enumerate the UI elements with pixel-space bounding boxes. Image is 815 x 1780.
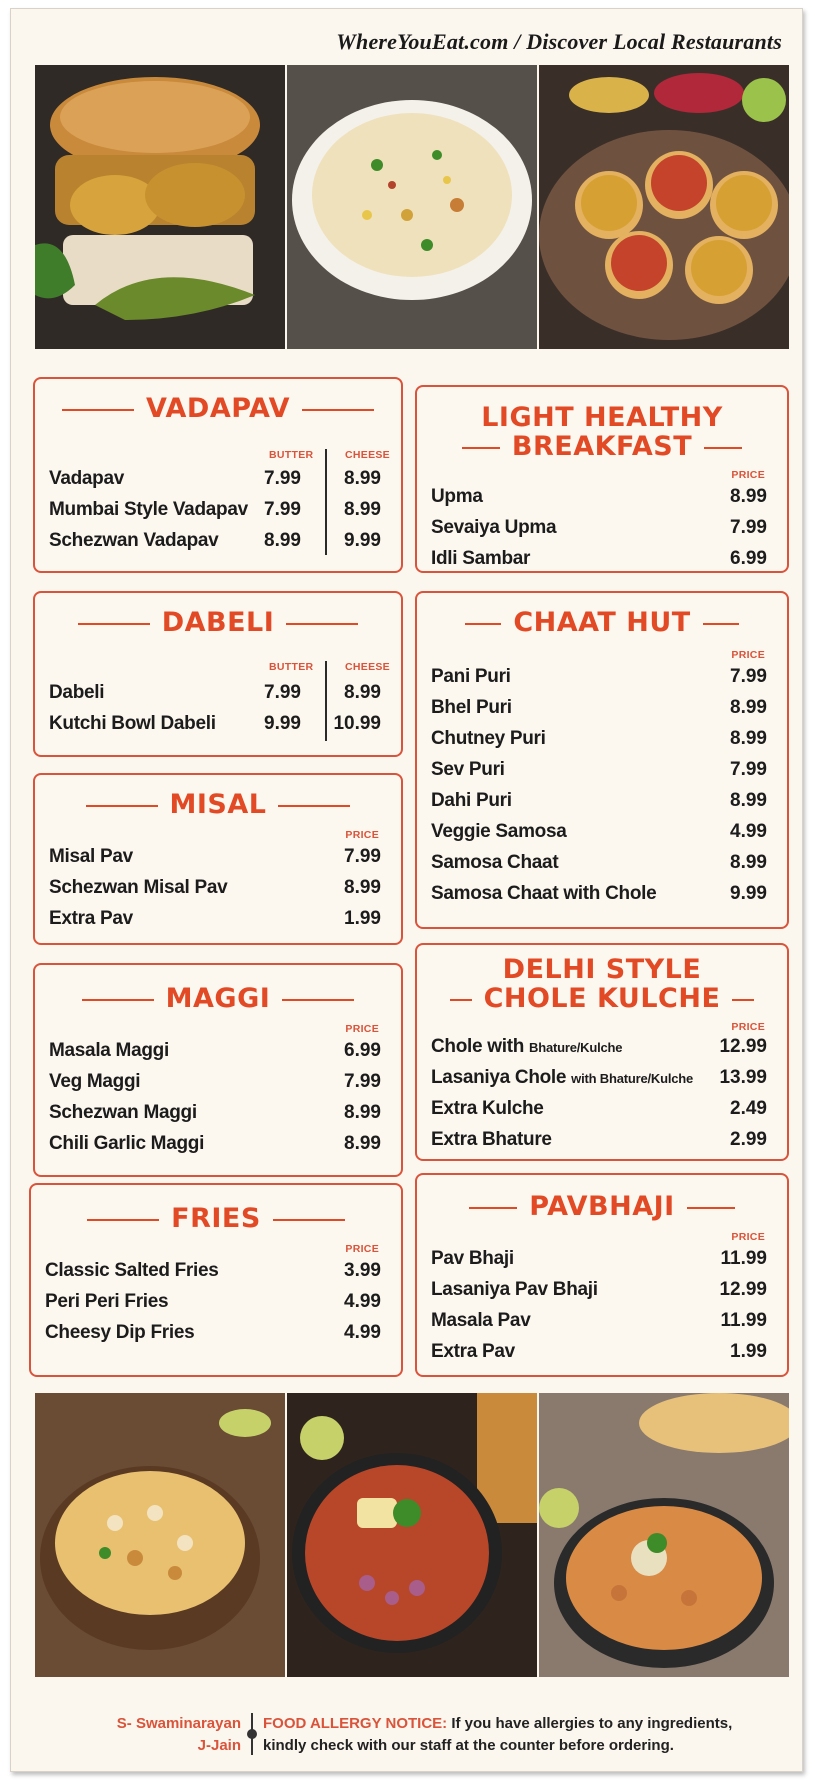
title-rule bbox=[273, 1219, 345, 1221]
item-name: Chili Garlic Maggi bbox=[49, 1132, 205, 1154]
chaat-title: CHAAT HUT bbox=[513, 607, 691, 638]
section-chole-kulche bbox=[415, 943, 789, 1161]
section-title bbox=[35, 983, 401, 1014]
item-price: 11.99 bbox=[720, 1309, 767, 1331]
list-item bbox=[431, 816, 773, 847]
sev-puri-photo bbox=[539, 65, 789, 349]
section-title bbox=[417, 403, 787, 461]
butter-column-header: BUTTER bbox=[269, 661, 314, 673]
allergy-notice-label: FOOD ALLERGY NOTICE: bbox=[263, 1715, 448, 1732]
butter-price: 8.99 bbox=[264, 529, 301, 551]
item-name: Schezwan Misal Pav bbox=[49, 876, 228, 898]
list-item bbox=[431, 847, 773, 878]
cheese-price: 8.99 bbox=[344, 467, 381, 489]
section-breakfast bbox=[415, 385, 789, 573]
title-rule bbox=[282, 999, 354, 1001]
list-item bbox=[45, 1255, 387, 1286]
section-fries bbox=[29, 1183, 403, 1377]
section-title bbox=[417, 955, 787, 1013]
list-item bbox=[45, 1286, 387, 1317]
item-name: Extra Bhature bbox=[431, 1128, 552, 1150]
list-item bbox=[49, 708, 387, 739]
item-price: 8.99 bbox=[730, 851, 767, 873]
title-rule bbox=[278, 805, 350, 807]
item-name: Masala Maggi bbox=[49, 1039, 169, 1061]
item-name-main: Lasaniya Chole bbox=[431, 1066, 567, 1088]
item-name: Extra Pav bbox=[431, 1340, 515, 1362]
cheese-price: 8.99 bbox=[344, 498, 381, 520]
kulche-title-line2: CHOLE KULCHE bbox=[483, 983, 721, 1014]
item-name: Samosa Chaat bbox=[431, 851, 559, 873]
item-price: 7.99 bbox=[730, 758, 767, 780]
cheese-column-header: CHEESE bbox=[345, 449, 390, 461]
item-name: Upma bbox=[431, 485, 483, 507]
list-item bbox=[431, 1062, 773, 1093]
price-column-header: PRICE bbox=[731, 1021, 765, 1033]
item-price: 8.99 bbox=[344, 1101, 381, 1123]
item-price: 12.99 bbox=[719, 1035, 767, 1057]
butter-column-header: BUTTER bbox=[269, 449, 314, 461]
item-name: Bhel Puri bbox=[431, 696, 512, 718]
item-price: 6.99 bbox=[730, 547, 767, 569]
list-item bbox=[431, 1124, 773, 1155]
section-chaat-hut bbox=[415, 591, 789, 929]
list-item bbox=[431, 481, 773, 512]
list-item bbox=[49, 872, 387, 903]
item-price: 8.99 bbox=[730, 696, 767, 718]
title-rule bbox=[469, 1207, 517, 1209]
list-item bbox=[431, 785, 773, 816]
cheese-price: 10.99 bbox=[333, 712, 381, 734]
list-item bbox=[431, 512, 773, 543]
list-item bbox=[49, 1066, 387, 1097]
list-item bbox=[431, 692, 773, 723]
item-name: Schezwan Vadapav bbox=[49, 529, 219, 551]
allergy-notice-line1: If you have allergies to any ingredients, bbox=[447, 1715, 733, 1732]
list-item bbox=[49, 841, 387, 872]
item-name-detail: with Bhature/Kulche bbox=[571, 1070, 694, 1086]
item-price: 4.99 bbox=[344, 1290, 381, 1312]
item-price: 11.99 bbox=[720, 1247, 767, 1269]
title-rule bbox=[62, 409, 134, 411]
item-price: 1.99 bbox=[344, 907, 381, 929]
bottom-photo-strip bbox=[35, 1393, 789, 1677]
cheese-price: 9.99 bbox=[344, 529, 381, 551]
item-name-main: Chole with bbox=[431, 1035, 525, 1057]
title-rule bbox=[82, 999, 154, 1001]
legend-divider-dot bbox=[247, 1729, 257, 1739]
list-item bbox=[49, 1097, 387, 1128]
vadapav-title: VADAPAV bbox=[145, 393, 291, 424]
title-rule bbox=[462, 447, 500, 449]
item-price: 7.99 bbox=[344, 1070, 381, 1092]
item-name: Samosa Chaat with Chole bbox=[431, 882, 657, 904]
site-header: WhereYouEat.com / Discover Local Restaurants bbox=[336, 29, 782, 54]
list-item bbox=[431, 661, 773, 692]
item-name: Pani Puri bbox=[431, 665, 511, 687]
section-maggi bbox=[33, 963, 403, 1177]
list-item bbox=[49, 525, 387, 556]
item-name: Peri Peri Fries bbox=[45, 1290, 169, 1312]
item-price: 1.99 bbox=[730, 1340, 767, 1362]
cheese-column-header: CHEESE bbox=[345, 661, 390, 673]
dabeli-title: DABELI bbox=[161, 607, 275, 638]
legend-jain: J-Jain bbox=[197, 1737, 241, 1754]
list-item bbox=[431, 1031, 773, 1062]
section-dabeli bbox=[33, 591, 403, 757]
title-rule bbox=[286, 623, 358, 625]
item-price: 8.99 bbox=[344, 876, 381, 898]
price-column-header: PRICE bbox=[731, 469, 765, 481]
item-price: 4.99 bbox=[344, 1321, 381, 1343]
section-pavbhaji bbox=[415, 1173, 789, 1377]
list-item bbox=[431, 1336, 773, 1367]
list-item bbox=[431, 878, 773, 909]
item-price: 4.99 bbox=[730, 820, 767, 842]
price-column-header: PRICE bbox=[731, 1231, 765, 1243]
item-price: 7.99 bbox=[730, 516, 767, 538]
item-name: Lasaniya Pav Bhaji bbox=[431, 1278, 598, 1300]
item-price: 6.99 bbox=[344, 1039, 381, 1061]
item-name: Pav Bhaji bbox=[431, 1247, 514, 1269]
misal-title: MISAL bbox=[169, 789, 267, 820]
section-title bbox=[417, 607, 787, 638]
upma-photo bbox=[287, 65, 537, 349]
butter-price: 7.99 bbox=[264, 467, 301, 489]
item-name: Chutney Puri bbox=[431, 727, 546, 749]
list-item bbox=[49, 1128, 387, 1159]
menu-page bbox=[10, 8, 803, 1772]
item-price: 3.99 bbox=[344, 1259, 381, 1281]
item-name: Schezwan Maggi bbox=[49, 1101, 197, 1123]
list-item bbox=[431, 1243, 773, 1274]
title-rule bbox=[86, 805, 158, 807]
item-name: Idli Sambar bbox=[431, 547, 531, 569]
list-item bbox=[431, 1093, 773, 1124]
item-name: Masala Pav bbox=[431, 1309, 531, 1331]
item-price: 8.99 bbox=[730, 789, 767, 811]
item-price: 2.99 bbox=[730, 1128, 767, 1150]
list-item bbox=[431, 543, 773, 574]
list-item bbox=[45, 1317, 387, 1348]
butter-price: 9.99 bbox=[264, 712, 301, 734]
diet-legend bbox=[31, 1713, 241, 1757]
title-rule bbox=[687, 1207, 735, 1209]
section-title bbox=[35, 607, 401, 638]
list-item bbox=[49, 903, 387, 934]
list-item bbox=[431, 1305, 773, 1336]
section-title bbox=[417, 1191, 787, 1222]
price-column-header: PRICE bbox=[345, 1243, 379, 1255]
item-name: Dahi Puri bbox=[431, 789, 512, 811]
vadapav-photo bbox=[35, 65, 285, 349]
sabudana-photo bbox=[35, 1393, 285, 1677]
butter-price: 7.99 bbox=[264, 681, 301, 703]
item-name: Vadapav bbox=[49, 467, 125, 489]
section-misal bbox=[33, 773, 403, 945]
item-price: 9.99 bbox=[730, 882, 767, 904]
item-price: 8.99 bbox=[730, 485, 767, 507]
breakfast-title-line1: LIGHT HEALTHY bbox=[481, 402, 723, 433]
title-rule bbox=[450, 999, 472, 1001]
title-rule bbox=[302, 409, 374, 411]
price-column-header: PRICE bbox=[345, 829, 379, 841]
section-vadapav bbox=[33, 377, 403, 573]
item-price: 7.99 bbox=[730, 665, 767, 687]
item-price: 8.99 bbox=[730, 727, 767, 749]
item-price: 12.99 bbox=[719, 1278, 767, 1300]
item-price: 13.99 bbox=[719, 1066, 767, 1088]
item-price: 7.99 bbox=[344, 845, 381, 867]
section-title bbox=[31, 1203, 401, 1234]
item-name-detail: Bhature/Kulche bbox=[529, 1039, 623, 1055]
list-item bbox=[431, 754, 773, 785]
item-name: Veg Maggi bbox=[49, 1070, 141, 1092]
cheese-price: 8.99 bbox=[344, 681, 381, 703]
list-item bbox=[49, 1035, 387, 1066]
title-rule bbox=[78, 623, 150, 625]
title-rule bbox=[703, 623, 739, 625]
item-name: Mumbai Style Vadapav bbox=[49, 498, 248, 520]
item-name: Classic Salted Fries bbox=[45, 1259, 219, 1281]
price-column-header: PRICE bbox=[345, 1023, 379, 1035]
kulche-title-line1: DELHI STYLE bbox=[502, 954, 702, 985]
list-item bbox=[49, 677, 387, 708]
item-name: Extra Pav bbox=[49, 907, 133, 929]
section-title bbox=[35, 393, 401, 424]
list-item bbox=[49, 463, 387, 494]
butter-price: 7.99 bbox=[264, 498, 301, 520]
list-item bbox=[49, 494, 387, 525]
item-name: Misal Pav bbox=[49, 845, 133, 867]
item-price: 8.99 bbox=[344, 1132, 381, 1154]
item-name: Kutchi Bowl Dabeli bbox=[49, 712, 216, 734]
list-item bbox=[431, 723, 773, 754]
title-rule bbox=[704, 447, 742, 449]
item-name: Cheesy Dip Fries bbox=[45, 1321, 195, 1343]
price-column-header: PRICE bbox=[731, 649, 765, 661]
chole-photo bbox=[539, 1393, 789, 1677]
footer bbox=[11, 1709, 802, 1759]
item-price: 2.49 bbox=[730, 1097, 767, 1119]
pav-bhaji-photo bbox=[287, 1393, 537, 1677]
allergy-notice-line2: kindly check with our staff at the counter before ordering. bbox=[263, 1737, 674, 1754]
item-name: Veggie Samosa bbox=[431, 820, 567, 842]
title-rule bbox=[732, 999, 754, 1001]
item-name: Dabeli bbox=[49, 681, 105, 703]
top-photo-strip bbox=[35, 65, 789, 349]
item-name: Sev Puri bbox=[431, 758, 505, 780]
title-rule bbox=[87, 1219, 159, 1221]
item-name: Extra Kulche bbox=[431, 1097, 544, 1119]
maggi-title: MAGGI bbox=[165, 983, 271, 1014]
fries-title: FRIES bbox=[171, 1203, 261, 1234]
item-name: Sevaiya Upma bbox=[431, 516, 557, 538]
pavbhaji-title: PAVBHAJI bbox=[529, 1191, 675, 1222]
breakfast-title-line2: BREAKFAST bbox=[511, 431, 693, 462]
legend-swaminarayan: S- Swaminarayan bbox=[116, 1715, 241, 1732]
allergy-notice bbox=[263, 1713, 732, 1757]
title-rule bbox=[465, 623, 501, 625]
list-item bbox=[431, 1274, 773, 1305]
section-title bbox=[35, 789, 401, 820]
